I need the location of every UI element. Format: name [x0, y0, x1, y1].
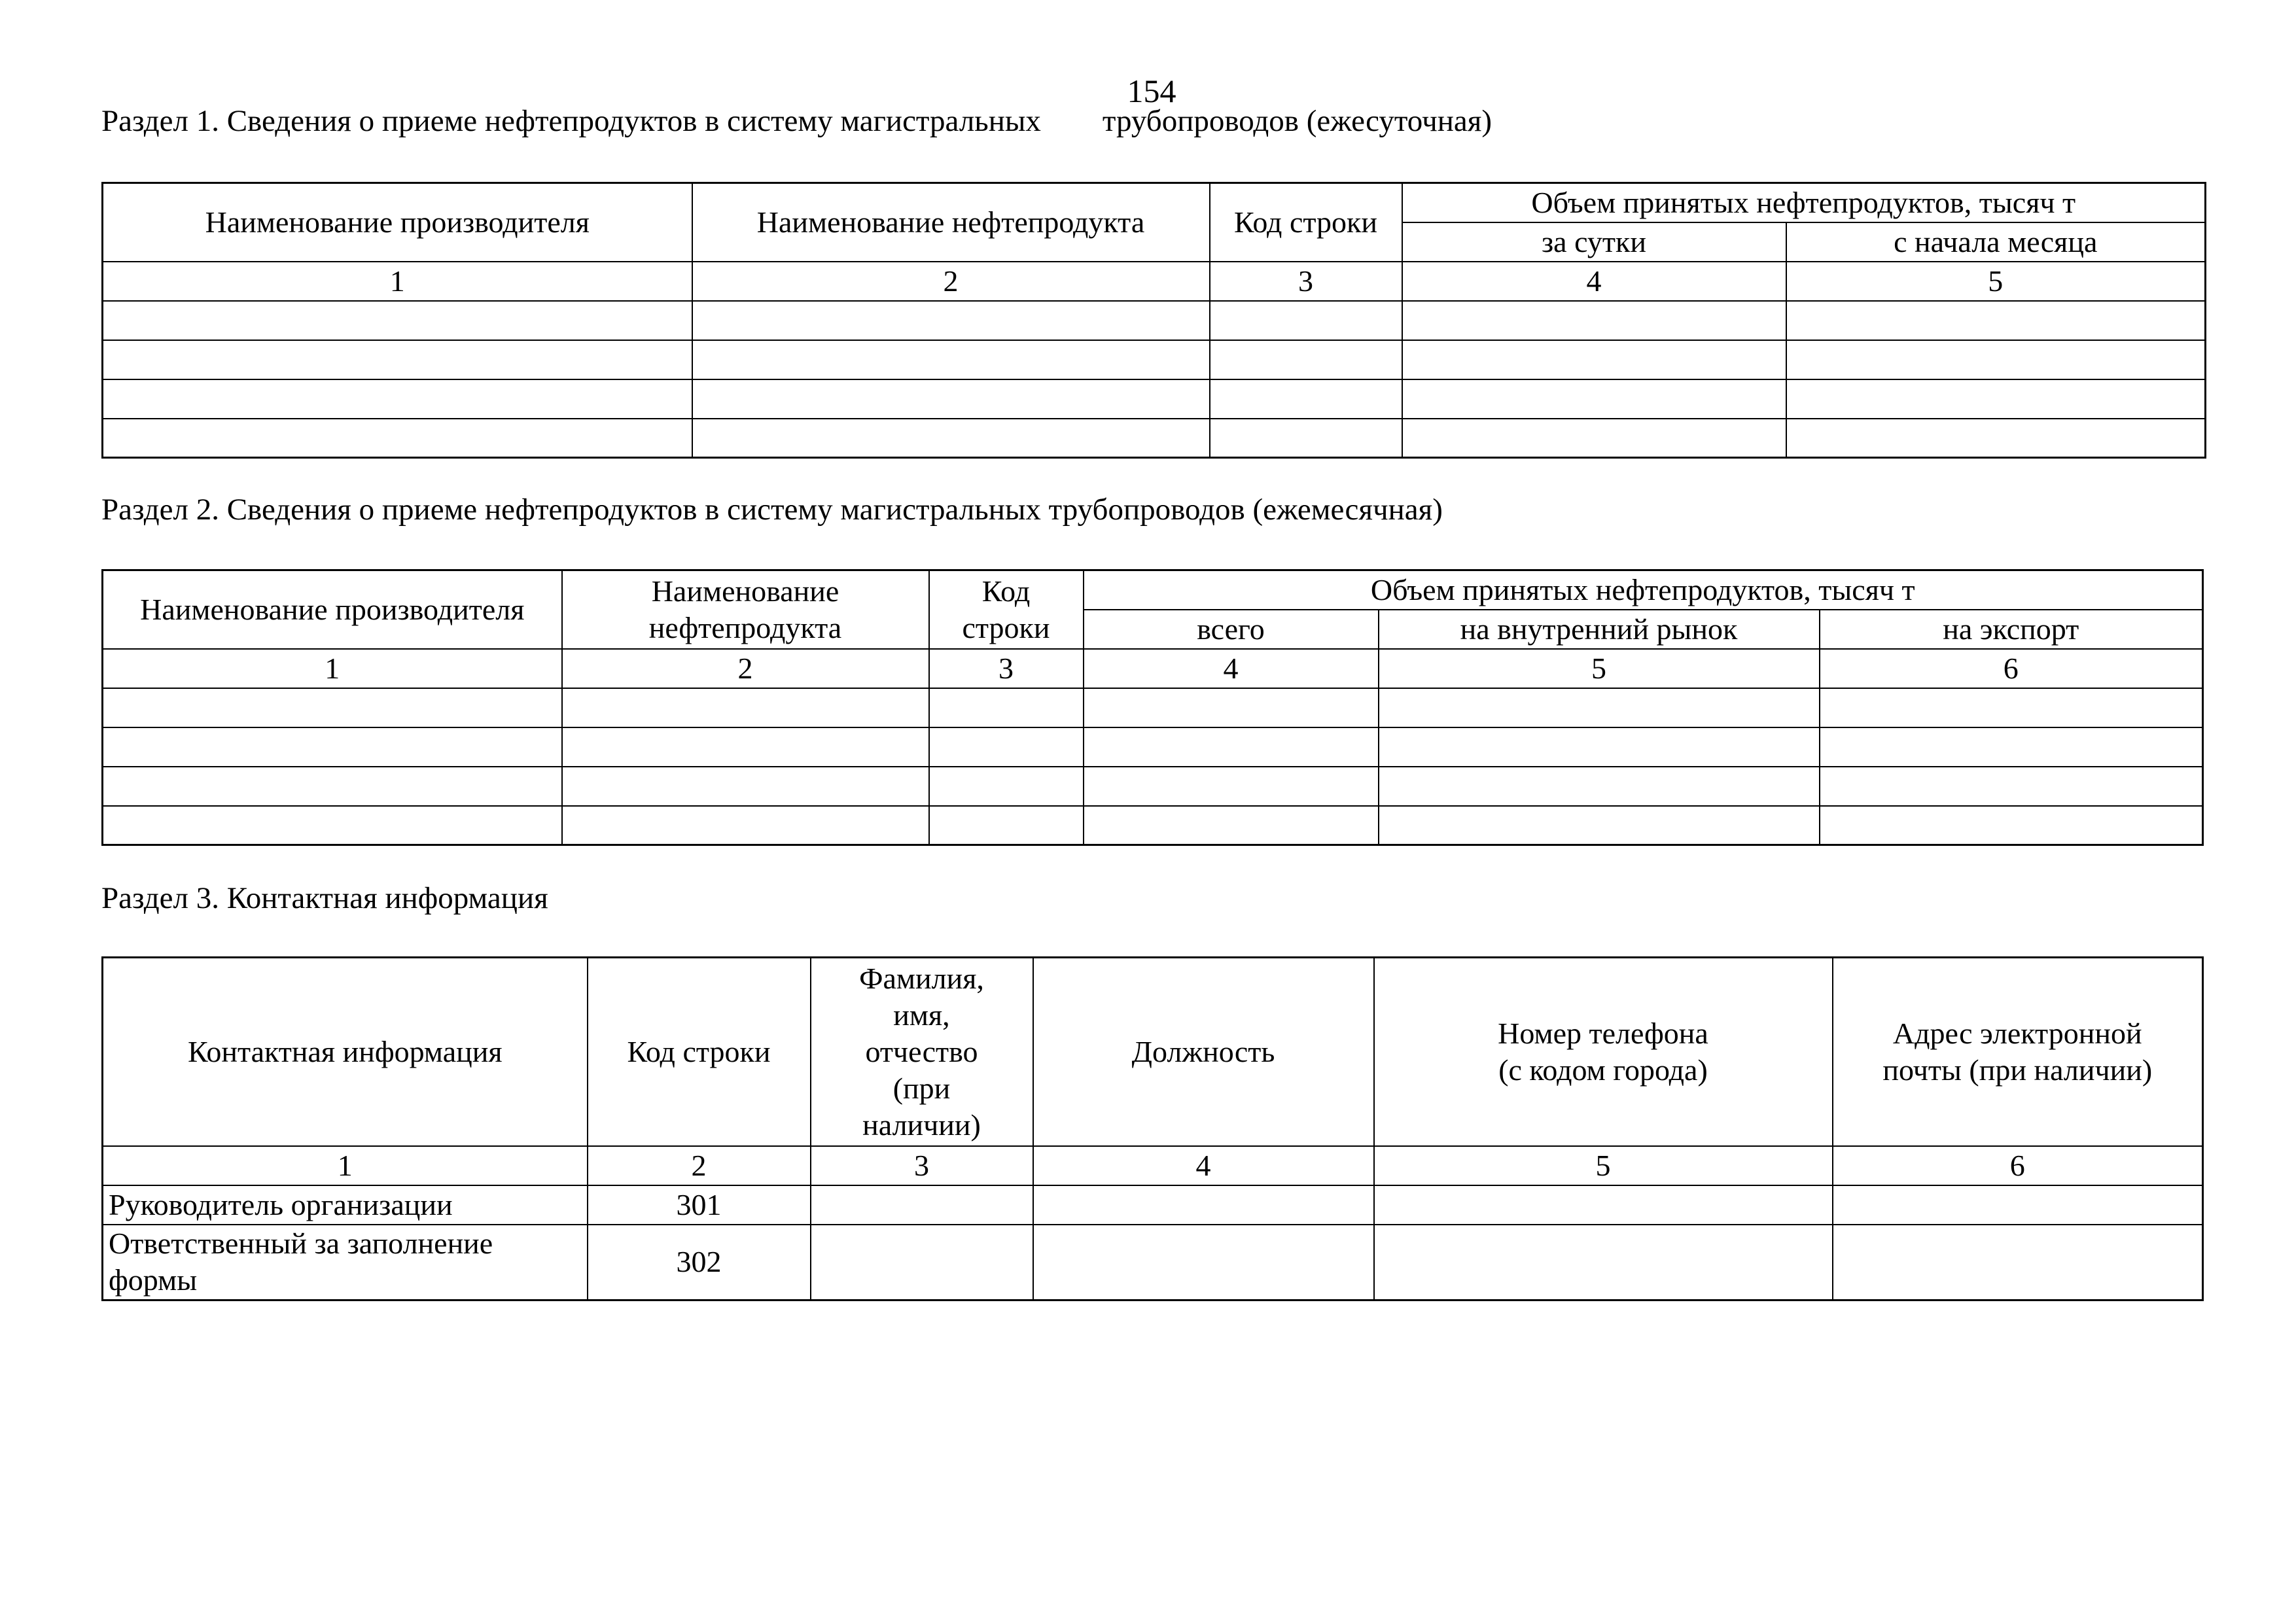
- table-cell[interactable]: [1379, 767, 1820, 806]
- table-cell[interactable]: [1786, 301, 2206, 340]
- table-row: [103, 1185, 2203, 1225]
- table-row: [103, 340, 2206, 379]
- row-label-head: Руководитель организации: [103, 1185, 588, 1225]
- header-phone: [1374, 958, 1833, 1146]
- column-number: 4: [1084, 649, 1379, 688]
- header-domestic: на внутренний рынок: [1379, 610, 1820, 649]
- table-cell[interactable]: [1786, 340, 2206, 379]
- table-cell[interactable]: [1210, 379, 1402, 419]
- row-label-line: формы: [109, 1263, 198, 1297]
- column-number: 3: [929, 649, 1084, 688]
- row-code: 302: [588, 1225, 811, 1300]
- column-number: 6: [1833, 1146, 2203, 1185]
- table-cell[interactable]: [1820, 806, 2203, 845]
- table-cell[interactable]: [1374, 1185, 1833, 1225]
- section-1-table: [101, 182, 2206, 459]
- column-numbers-row: [103, 649, 2203, 688]
- page-number: 154: [1127, 73, 1176, 109]
- column-number: 2: [588, 1146, 811, 1185]
- column-number: 1: [103, 1146, 588, 1185]
- header-code: Код строки: [1210, 183, 1402, 262]
- section-2-table: [101, 569, 2204, 846]
- header-email-line: Адрес электронной: [1892, 1016, 2142, 1050]
- header-fio-line: (при: [892, 1071, 951, 1105]
- header-fio-line: наличии): [862, 1108, 981, 1142]
- table-cell[interactable]: [103, 767, 562, 806]
- table-cell[interactable]: [103, 301, 692, 340]
- table-row: [103, 727, 2203, 767]
- table-cell[interactable]: [1084, 727, 1379, 767]
- header-position: Должность: [1033, 958, 1374, 1146]
- header-producer: Наименование производителя: [103, 183, 692, 262]
- table-cell[interactable]: [929, 688, 1084, 727]
- header-product: Наименование нефтепродукта: [692, 183, 1210, 262]
- header-fio-line: отчество: [865, 1034, 978, 1068]
- column-number: 5: [1786, 262, 2206, 301]
- column-number: 2: [562, 649, 929, 688]
- table-cell[interactable]: [1033, 1225, 1374, 1300]
- table-cell[interactable]: [1833, 1225, 2203, 1300]
- table-cell[interactable]: [103, 340, 692, 379]
- column-number: 1: [103, 649, 562, 688]
- header-producer: Наименование производителя: [103, 570, 562, 649]
- column-number: 3: [811, 1146, 1033, 1185]
- header-product-line: нефтепродукта: [648, 610, 842, 644]
- header-fio-line: Фамилия,: [859, 961, 984, 995]
- table-cell[interactable]: [692, 301, 1210, 340]
- table-cell[interactable]: [562, 688, 929, 727]
- table-cell[interactable]: [1402, 301, 1786, 340]
- table-cell[interactable]: [103, 419, 692, 458]
- table-cell[interactable]: [692, 419, 1210, 458]
- header-phone-line: Номер телефона: [1498, 1016, 1708, 1050]
- header-contact: Контактная информация: [103, 958, 588, 1146]
- table-row: [103, 806, 2203, 845]
- table-cell[interactable]: [1402, 379, 1786, 419]
- table-cell[interactable]: [1786, 379, 2206, 419]
- table-cell[interactable]: [1084, 767, 1379, 806]
- table-cell[interactable]: [692, 340, 1210, 379]
- column-number: 4: [1033, 1146, 1374, 1185]
- table-cell[interactable]: [562, 727, 929, 767]
- header-per-day: за сутки: [1402, 222, 1786, 262]
- table-cell[interactable]: [103, 806, 562, 845]
- header-fio-line: имя,: [893, 998, 950, 1032]
- header-product-line: Наименование: [651, 574, 839, 608]
- table-row: [103, 688, 2203, 727]
- header-volume: Объем принятых нефтепродуктов, тысяч т: [1402, 183, 2206, 222]
- column-numbers-row: [103, 1146, 2203, 1185]
- header-fio: [811, 958, 1033, 1146]
- column-number: 2: [692, 262, 1210, 301]
- table-cell[interactable]: [1820, 727, 2203, 767]
- section-2-title: Раздел 2. Сведения о приеме нефтепродуктов в систему магистральных трубопроводов (ежемесячная): [101, 493, 1443, 527]
- table-cell[interactable]: [1820, 688, 2203, 727]
- table-cell[interactable]: [1786, 419, 2206, 458]
- column-number: 4: [1402, 262, 1786, 301]
- header-since-month: с начала месяца: [1786, 222, 2206, 262]
- header-export: на экспорт: [1820, 610, 2203, 649]
- table-cell[interactable]: [1084, 806, 1379, 845]
- table-cell[interactable]: [1210, 419, 1402, 458]
- header-email: [1833, 958, 2203, 1146]
- table-row: [103, 767, 2203, 806]
- table-cell[interactable]: [562, 806, 929, 845]
- header-code-line: строки: [962, 610, 1050, 644]
- header-product: [562, 570, 929, 649]
- header-total: всего: [1084, 610, 1379, 649]
- header-volume: Объем принятых нефтепродуктов, тысяч т: [1084, 570, 2203, 610]
- table-cell[interactable]: [929, 806, 1084, 845]
- table-row: [103, 1225, 2203, 1300]
- table-cell[interactable]: [929, 727, 1084, 767]
- table-cell[interactable]: [1402, 340, 1786, 379]
- table-cell[interactable]: [103, 379, 692, 419]
- header-code: Код строки: [588, 958, 811, 1146]
- row-code: 301: [588, 1185, 811, 1225]
- header-code-line: Код: [981, 574, 1031, 608]
- column-numbers-row: [103, 262, 2206, 301]
- column-number: 6: [1820, 649, 2203, 688]
- table-cell[interactable]: [562, 767, 929, 806]
- table-cell[interactable]: [1402, 419, 1786, 458]
- table-cell[interactable]: [1379, 688, 1820, 727]
- section-3-table: [101, 956, 2204, 1301]
- table-cell[interactable]: [1210, 340, 1402, 379]
- table-cell[interactable]: [1379, 806, 1820, 845]
- table-cell[interactable]: [103, 688, 562, 727]
- column-number: 1: [103, 262, 692, 301]
- table-cell[interactable]: [1833, 1185, 2203, 1225]
- row-label-line: Ответственный за заполнение: [109, 1227, 493, 1261]
- table-cell[interactable]: [811, 1185, 1033, 1225]
- table-cell[interactable]: [929, 767, 1084, 806]
- column-number: 5: [1374, 1146, 1833, 1185]
- table-cell[interactable]: [103, 727, 562, 767]
- section-3-title: Раздел 3. Контактная информация: [101, 881, 548, 915]
- header-code: [929, 570, 1084, 649]
- column-number: 3: [1210, 262, 1402, 301]
- table-cell[interactable]: [1379, 727, 1820, 767]
- column-number: 5: [1379, 649, 1820, 688]
- table-row: [103, 301, 2206, 340]
- table-cell[interactable]: [1210, 301, 1402, 340]
- table-row: [103, 379, 2206, 419]
- table-cell[interactable]: [1033, 1185, 1374, 1225]
- section-1-title: Раздел 1. Сведения о приеме нефтепродуктов в систему магистральных трубопроводов (ежесуточная): [101, 104, 1492, 138]
- header-email-line: почты (при наличии): [1882, 1053, 2153, 1087]
- header-phone-line: (с кодом города): [1498, 1053, 1708, 1087]
- table-cell[interactable]: [692, 379, 1210, 419]
- table-cell[interactable]: [811, 1225, 1033, 1300]
- table-cell[interactable]: [1820, 767, 2203, 806]
- row-label-responsible: [103, 1225, 588, 1300]
- table-cell[interactable]: [1374, 1225, 1833, 1300]
- table-row: [103, 419, 2206, 458]
- table-cell[interactable]: [1084, 688, 1379, 727]
